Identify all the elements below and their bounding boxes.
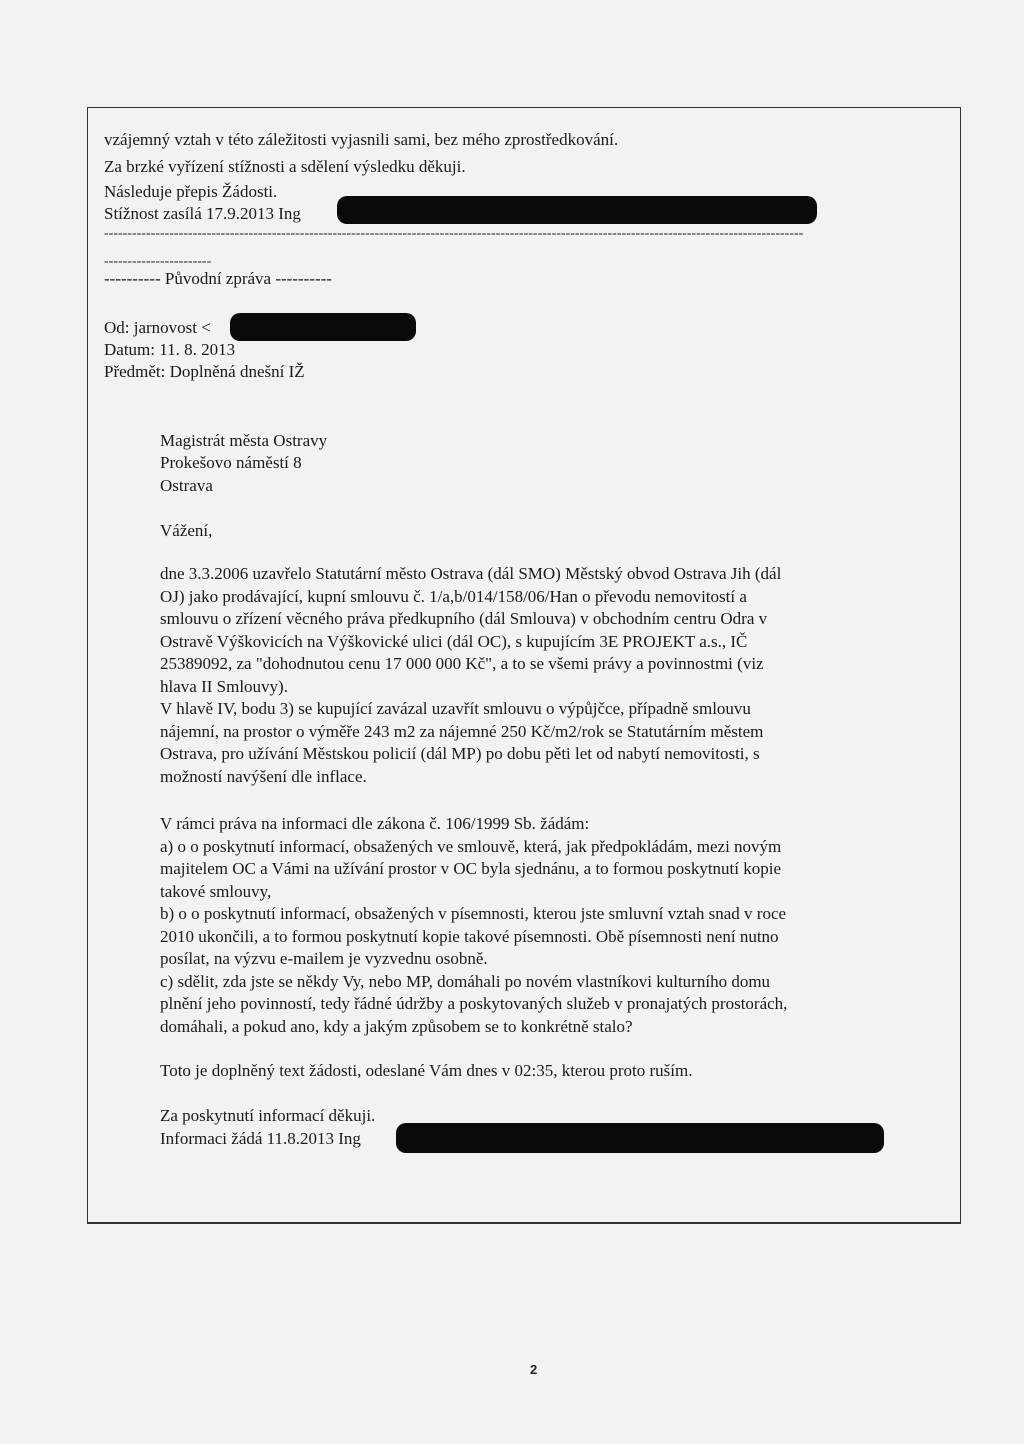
closing-line-1: Za poskytnutí informací děkuji. [160, 1106, 376, 1125]
paragraph-1 [160, 563, 781, 788]
paragraph-line: OJ) jako prodávající, kupní smlouvu č. 1/a,b/014/158/06/Han o převodu nemovitostí a [160, 586, 747, 606]
address-line-2: Prokešovo náměstí 8 [160, 453, 302, 472]
separator-long: ------------------------------------------------------------------------------------------------------------------------------------------------------ [104, 226, 804, 241]
paragraph-line: Ostrava, pro užívání Městskou policií (dál MP) po dobu pěti let od nabytí nemovitosti, s [160, 744, 760, 763]
from-line: Od: jarnovost < [104, 318, 211, 337]
paragraph-line: domáhali, a pokud ano, kdy a jakým způsobem se to konkrétně stalo? [160, 1016, 633, 1036]
paragraph-line: posílat, na výzvu e-mailem je vyzvednu osobně. [160, 949, 488, 968]
paragraph-line: smlouvu o zřízení věcného práva předkupního (dál Smlouva) v obchodním centru Odra v [160, 609, 768, 628]
paragraph-line: c) sdělit, zda jste se někdy Vy, nebo MP, domáhali po novém vlastníkovi kulturního domu [160, 971, 771, 991]
paragraph-line: majitelem OC a Vámi na užívání prostor v OC byla sjednánu, a to formou poskytnutí kopie [160, 859, 782, 878]
header-line-1: vzájemný vztah v této záležitosti vyjasnili sami, bez mého zprostředkování. [104, 130, 619, 149]
paragraph-line: dne 3.3.2006 uzavřelo Statutární město Ostrava (dál SMO) Městský obvod Ostrava Jih (dál [160, 564, 782, 583]
paragraph-line: nájemní, na prostor o výměře 243 m2 za nájemné 250 Kč/m2/rok se Statutárním městem [160, 721, 764, 741]
salutation: Vážení, [160, 521, 213, 540]
address-line-3: Ostrava [160, 476, 213, 495]
closing-line-2: Informaci žádá 11.8.2013 Ing [160, 1129, 361, 1148]
address-line-1: Magistrát města Ostravy [160, 431, 328, 450]
paragraph-line: hlava II Smlouvy). [160, 676, 288, 696]
redaction-bar [396, 1123, 884, 1153]
paragraph-line: možností navýšení dle inflace. [160, 766, 367, 786]
header-line-2: Za brzké vyřízení stížnosti a sdělení výsledku děkuji. [104, 157, 466, 176]
date-line: Datum: 11. 8. 2013 [104, 340, 236, 359]
paragraph-line: 25389092, za "dohodnutou cenu 17 000 000 Kč", a to se všemi právy a povinnostmi (viz [160, 654, 764, 673]
paragraph-line: takové smlouvy, [160, 881, 272, 901]
paragraph-line: b) o o poskytnutí informací, obsažených v písemnosti, kterou jste smluvní vztah snad v roce [160, 904, 787, 923]
header-line-4: Stížnost zasílá 17.9.2013 Ing [104, 204, 301, 223]
paragraph-2 [160, 813, 787, 1038]
header-line-3: Následuje přepis Žádosti. [104, 182, 278, 201]
redaction-bar [230, 313, 416, 341]
original-message-heading: ---------- Původní zpráva ---------- [104, 269, 332, 288]
page-number: 2 [530, 1362, 538, 1377]
paragraph-line: V hlavě IV, bodu 3) se kupující zavázal uzavřít smlouvu o výpůjčce, případně smlouvu [160, 699, 751, 718]
paragraph-3: Toto je doplněný text žádosti, odeslané Vám dnes v 02:35, kterou proto ruším. [160, 1061, 693, 1080]
separator-short: ----------------------- [104, 254, 212, 269]
paragraph-line: a) o o poskytnutí informací, obsažených ve smlouvě, která, jak předpokládám, mezi novým [160, 836, 782, 856]
redaction-bar [337, 196, 817, 224]
paragraph-line: V rámci práva na informaci dle zákona č. 106/1999 Sb. žádám: [160, 814, 590, 833]
paragraph-line: plnění jeho povinností, tedy řádné údržby a poskytovaných služeb v pronajatých prostorách, [160, 994, 788, 1013]
paragraph-line: Ostravě Výškovicích na Výškovické ulici (dál OC), s kupujícím 3E PROJEKT a.s., IČ [160, 631, 748, 651]
subject-line: Předmět: Doplněná dnešní IŽ [104, 362, 305, 381]
paragraph-line: 2010 ukončili, a to formou poskytnutí kopie takové písemnosti. Obě písemnosti není nutno [160, 926, 779, 946]
